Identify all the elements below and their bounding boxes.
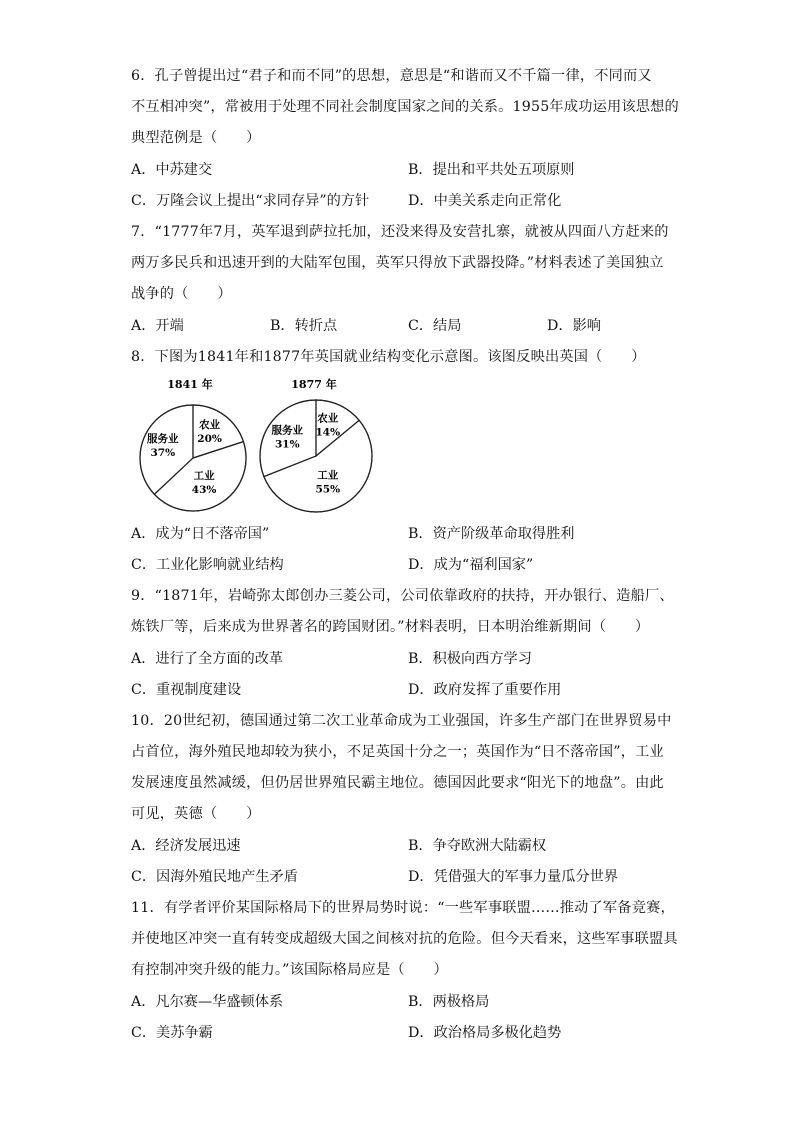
q8-line-1: 8．下图为1841年和1877年英国就业结构变化示意图。该图反映出英国（ ） [131, 349, 646, 365]
q8-option-d: D．成为“福利国家” [408, 557, 534, 573]
q7-option-c: C．结局 [408, 318, 462, 334]
q10-option-d: D．凭借强大的军事力量瓜分世界 [408, 869, 619, 885]
pie-1841-value-industry: 43% [191, 484, 217, 496]
pie-1877-title: 1877 年 [291, 378, 337, 391]
pie-1841-label-industry: 工业 [193, 470, 215, 482]
pie-1877-value-industry: 55% [315, 483, 341, 496]
q11-line-2: 并使地区冲突一直有转变成超级大国之间核对抗的危险。但今天看来，这些军事联盟具 [131, 931, 678, 947]
pie-1841-value-services: 37% [150, 446, 176, 459]
q10-option-a: A．经济发展迅速 [131, 838, 241, 854]
q9-option-a: A．进行了全方面的改革 [131, 651, 284, 667]
pie-1877-value-agriculture: 14% [315, 426, 341, 439]
q10-option-b: B．争夺欧洲大陆霸权 [408, 838, 547, 854]
q7-option-d: D．影响 [547, 318, 601, 334]
pie-1841-label-agriculture: 农业 [199, 418, 221, 431]
pie-1841-label-services: 服务业 [147, 432, 179, 445]
q9-line-2: 炼铁厂等，后来成为世界著名的跨国财团。”材料表明，日本明治维新期间（ ） [131, 619, 650, 635]
q7-line-3: 战争的（ ） [131, 286, 232, 302]
pie-chart-1877 [258, 374, 378, 514]
q8-option-c: C．工业化影响就业结构 [131, 557, 284, 573]
q10-line-3: 发展速度虽然减缓，但仍居世界殖民霸主地位。德国因此要求“阳光下的地盘”。由此 [131, 775, 664, 791]
q6-option-a: A．中苏建交 [131, 162, 213, 178]
q7-line-2: 两万多民兵和迅速开到的大陆军包围，英军只得放下武器投降。”材料表述了美国独立 [131, 255, 664, 271]
q11-option-a: A．凡尔赛—华盛顿体系 [131, 994, 284, 1010]
q7-option-a: A．开端 [131, 318, 184, 334]
q11-line-3: 有控制冲突升级的能力。”该国际格局应是（ ） [131, 962, 448, 978]
q6-line-1: 6．孔子曾提出过“君子和而不同”的思想，意思是“和谐而又不千篇一律，不同而又 [131, 68, 652, 84]
pie-chart-1841 [138, 374, 258, 514]
pie-1841-value-agriculture: 20% [197, 432, 222, 445]
q6-option-b: B．提出和平共处五项原则 [408, 162, 575, 178]
q11-option-b: B．两极格局 [408, 994, 490, 1010]
pie-1841-title: 1841 年 [167, 378, 213, 391]
q9-option-c: C．重视制度建设 [131, 682, 242, 698]
pie-1877-value-services: 31% [275, 438, 300, 451]
q11-option-c: C．美苏争霸 [131, 1025, 213, 1041]
q10-option-c: C．因海外殖民地产生矛盾 [131, 869, 298, 885]
pie-1877-label-services: 服务业 [271, 424, 304, 437]
q8-option-b: B．资产阶级革命取得胜利 [408, 526, 575, 542]
q9-option-b: B．积极向西方学习 [408, 651, 532, 667]
q10-line-1: 10．20世纪初，德国通过第二次工业革命成为工业强国，许多生产部门在世界贸易中 [131, 713, 672, 729]
pie-1877-label-agriculture: 农业 [317, 412, 339, 425]
q9-option-d: D．政府发挥了重要作用 [408, 682, 562, 698]
q10-line-4: 可见，英德（ ） [131, 806, 261, 822]
q9-line-1: 9．“1871年，岩崎弥太郎创办三菱公司，公司依靠政府的扶持，开办银行、造船厂、 [131, 588, 674, 604]
q8-option-a: A．成为“日不落帝国” [131, 526, 270, 542]
q11-option-d: D．政治格局多极化趋势 [408, 1025, 562, 1041]
q6-option-d: D．中美关系走向正常化 [408, 193, 562, 209]
q6-line-3: 典型范例是（ ） [131, 130, 261, 146]
q6-line-2: 不互相冲突”，常被用于处理不同社会制度国家之间的关系。1955年成功运用该思想的 [131, 99, 679, 115]
q10-line-2: 占首位，海外殖民地却较为狭小，不足英国十分之一；英国作为“日不落帝国”，工业 [131, 744, 664, 760]
pie-1877-label-industry: 工业 [317, 469, 339, 482]
q7-option-b: B．转折点 [270, 318, 338, 334]
q7-line-1: 7．“1777年7月，英军退到萨拉托加，还没来得及安营扎寨，就被从四面八方赶来的 [131, 224, 669, 240]
q11-line-1: 11．有学者评价某国际格局下的世界局势时说：“一些军事联盟……推动了军备竞赛， [131, 900, 675, 916]
q6-option-c: C．万隆会议上提出“求同存异”的方针 [131, 193, 370, 209]
